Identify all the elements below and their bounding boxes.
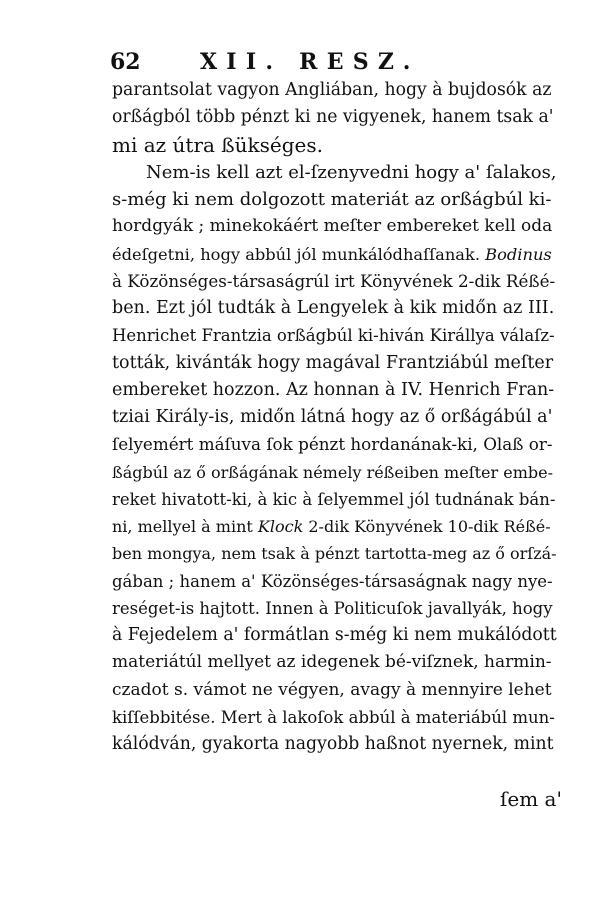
author-citation: Klock <box>257 517 304 536</box>
text-line: kiſſebbitése. Mert à lakoſok abbúl à materiábúl mun- <box>112 707 555 727</box>
text-fragment: ni, mellyel à mint <box>112 517 253 536</box>
text-line: tziai Király-is, midőn látná hogy az ő orßágábúl a' <box>112 407 553 427</box>
text-line: tották, kivánták hogy magával Frantziábúl meſter <box>112 352 554 373</box>
part-heading: XII. RESZ. <box>200 49 420 75</box>
text-line: materiátúl mellyet az idegenek bé-viſznek, harmin- <box>112 652 552 673</box>
text-line: orßágból több pénzt ki ne vigyenek, hanem tsak a' <box>112 107 554 128</box>
text-line: czadot s. vámot ne végyen, avagy à mennyire lehet <box>112 679 552 700</box>
text-line: gában ; hanem a' Közönséges-társaságnak nagy nye- <box>112 571 553 591</box>
text-line: ßágbúl az ő orßágának némely réßeiben meſter embe- <box>112 462 554 482</box>
text-line: mi az útra ßükséges. <box>112 132 324 157</box>
running-head <box>110 48 580 76</box>
text-line-with-citation <box>112 241 557 268</box>
text-line: Henrichet Frantzia orßágbúl ki-hiván Királlya válaſz- <box>112 326 555 346</box>
text-line: s-még ki nem dolgozott materiát az orßágbúl ki- <box>112 189 552 210</box>
text-line: reséget-is hajtott. Innen à Politicuſok javallyák, hogy <box>112 598 553 618</box>
catchword: ſem a' <box>500 787 562 811</box>
text-fragment: édeſgetni, hogy abbúl jól munkálódhaſſanak. <box>112 244 480 264</box>
author-citation: Bodinus <box>485 244 552 264</box>
text-fragment: 2-dik Könyvének 10-dik Réßé- <box>308 517 551 536</box>
text-line: reket hivatott-ki, à kic à ſelyemmel jól tudnának bán- <box>112 489 556 509</box>
text-line: embereket hozzon. Az honnan à IV. Henrich Fran- <box>112 379 555 400</box>
text-line: à Fejedelem a' formátlan s-még ki nem mukálódott <box>112 625 557 645</box>
body-text <box>112 77 557 758</box>
text-line: ben. Ezt jól tudták à Lengyelek à kik midőn az III. <box>112 298 555 318</box>
text-line: kálódván, gyakorta nagyobb haßnot nyernek, mint <box>112 734 554 754</box>
text-line: ben mongya, nem tsak à pénzt tartotta-meg az ő orſzá- <box>112 544 557 564</box>
text-line: parantsolat vagyon Angliában, hogy à bujdosók az <box>112 80 552 100</box>
page-number: 62 <box>110 49 141 75</box>
text-line: hordgyák ; minekokáért meſter embereket kell oda <box>112 216 553 237</box>
text-line-with-citation <box>112 513 557 540</box>
text-line: à Közönséges-társaságrúl irt Könyvének 2-dik Réßé- <box>112 270 556 291</box>
text-line: Nem-is kell azt el-ſzenyvedni hogy a' ſalakos, <box>146 161 557 183</box>
text-line: ſelyemért máſuva ſok pénzt hordanának-ki, Olaß or- <box>112 434 553 455</box>
